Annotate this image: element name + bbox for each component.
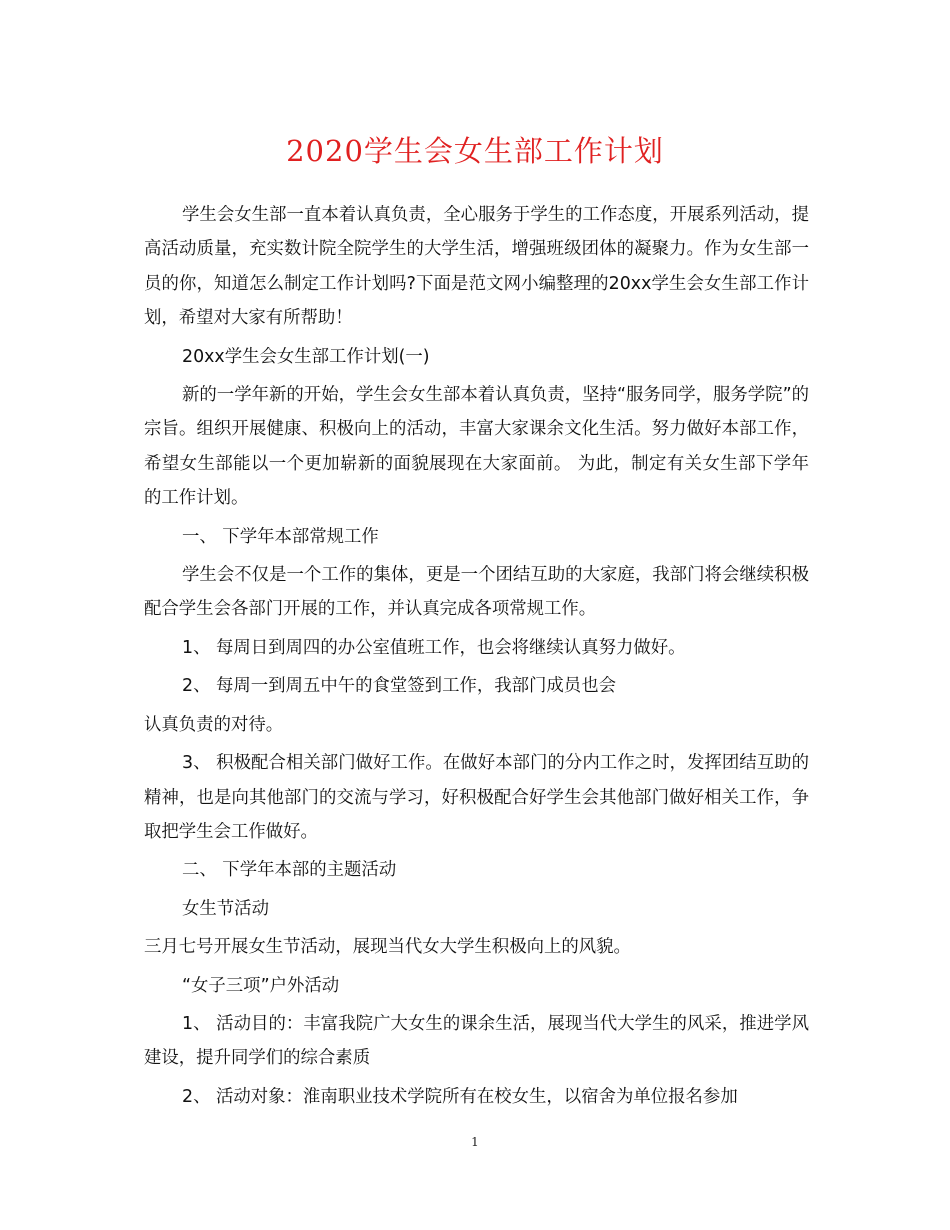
heading-theme-activities: 二、 下学年本部的主题活动 bbox=[182, 860, 397, 881]
routine-item-3: 3、 积极配合相关部门做好工作。在做好本部门的分内工作之时，发挥团结互助的精神，也是向其他部门的交流与学习，好积极配合好学生会其他部门做好相关工作，争取把学生会工作做好。 bbox=[144, 753, 809, 842]
womens-day-paragraph: 三月七号开展女生节活动，展现当代女大学生积极向上的风貌。 bbox=[144, 937, 631, 958]
routine-item-2-continued: 认真负责的对待。 bbox=[144, 714, 284, 735]
heading-outdoor-activity: “女子三项”户外活动 bbox=[182, 975, 340, 996]
outdoor-item-2: 2、 活动对象：淮南职业技术学院所有在校女生，以宿舍为单位报名参加 bbox=[182, 1086, 738, 1107]
page-number: 1 bbox=[471, 1135, 479, 1149]
heading-routine-work: 一、 下学年本部常规工作 bbox=[182, 526, 379, 547]
document-title: 2020学生会女生部工作计划 bbox=[286, 134, 664, 168]
intro-paragraph: 学生会女生部一直本着认真负责，全心服务于学生的工作态度，开展系列活动，提高活动质量，充实数计院全院学生的大学生活，增强班级团体的凝聚力。作为女生部一员的你，知道怎么制定工作计划吗?下面是范文网小编整理的20xx学生会女生部工作计划，希望对大家有所帮助！ bbox=[144, 205, 809, 329]
heading-womens-day-activity: 女生节活动 bbox=[182, 898, 269, 919]
outdoor-item-1: 1、 活动目的：丰富我院广大女生的课余生活，展现当代大学生的风采，推进学风建设，提升同学们的综合素质 bbox=[144, 1013, 809, 1069]
routine-item-1: 1、 每周日到周四的办公室值班工作，也会将继续认真努力做好。 bbox=[182, 637, 686, 658]
routine-item-2: 2、 每周一到周五中午的食堂签到工作，我部门成员也会 bbox=[182, 676, 616, 697]
section-heading-plan-1: 20xx学生会女生部工作计划(一) bbox=[182, 346, 430, 367]
routine-work-paragraph: 学生会不仅是一个工作的集体，更是一个团结互助的大家庭，我部门将会继续积极配合学生会各部门开展的工作，并认真完成各项常规工作。 bbox=[144, 565, 809, 620]
document-body bbox=[144, 198, 809, 1118]
plan-1-intro-paragraph: 新的一学年新的开始，学生会女生部本着认真负责，坚持“服务同学，服务学院”的宗旨。组织开展健康、积极向上的活动，丰富大家课余文化生活。努力做好本部工作，希望女生部能以一个更加崭新的面貌展现在大家面前。 为此，制定有关女生部下学年的工作计划。 bbox=[144, 385, 809, 509]
